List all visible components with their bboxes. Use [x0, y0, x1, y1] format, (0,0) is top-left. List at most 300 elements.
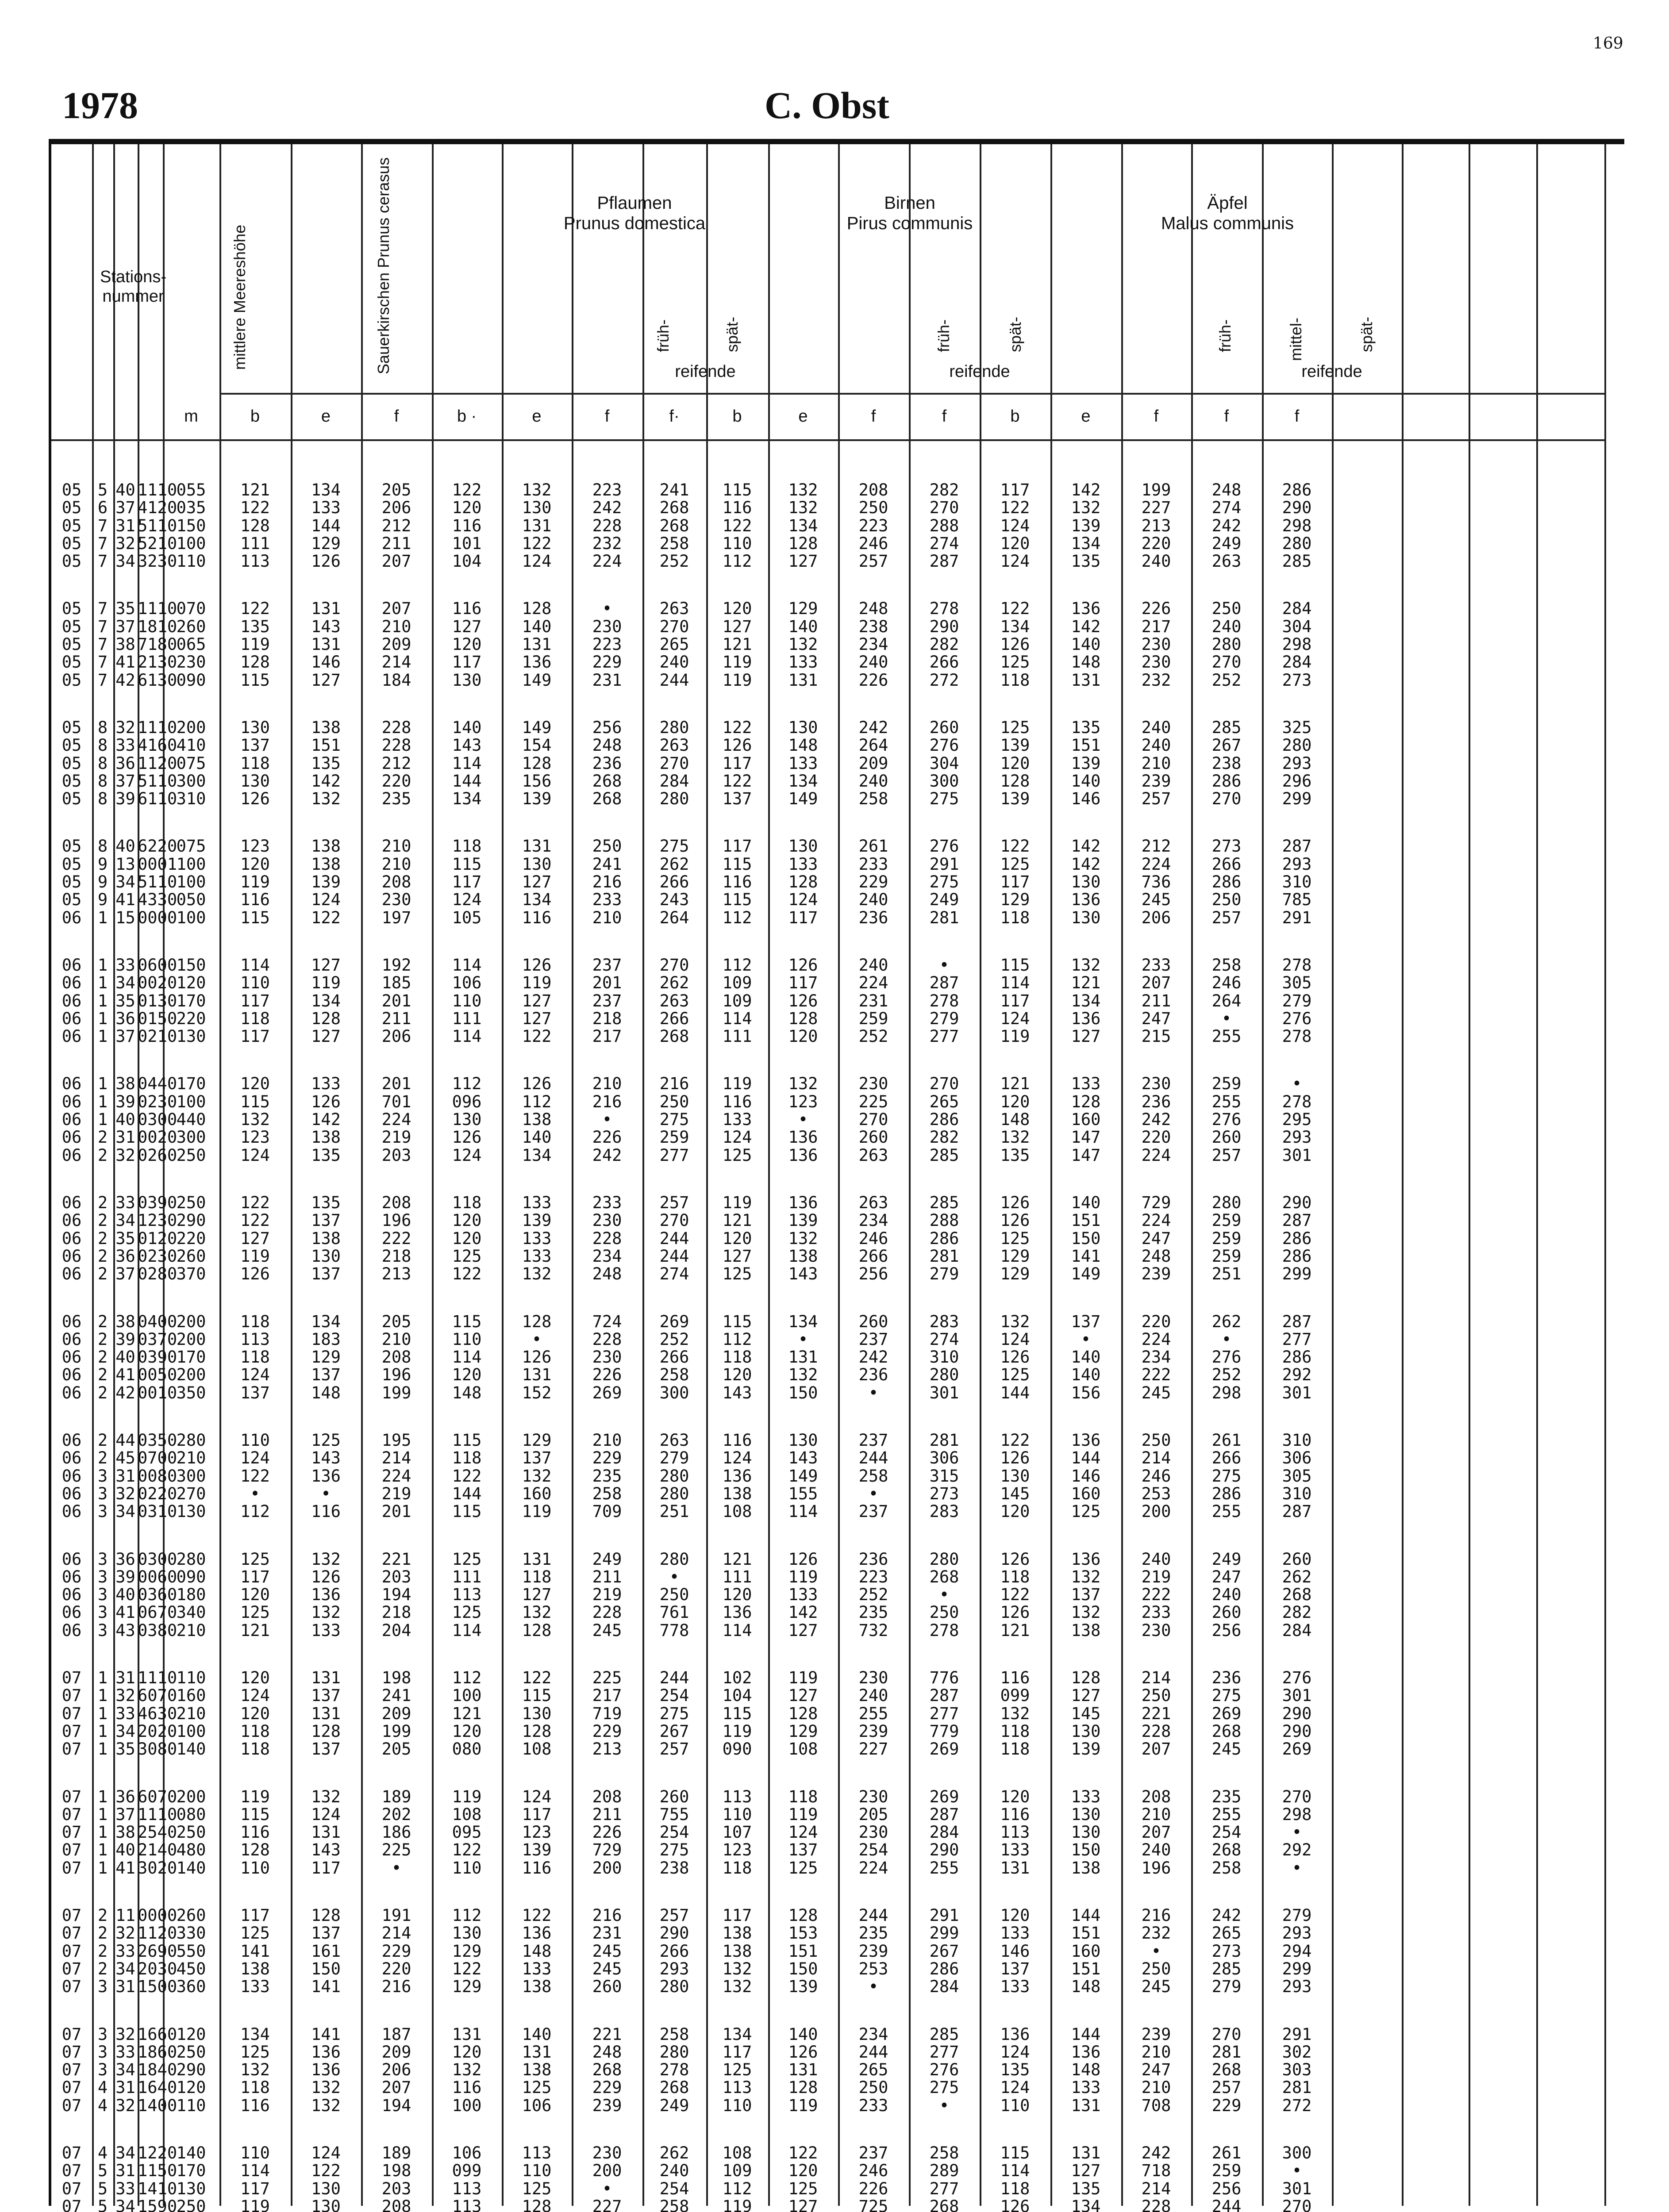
table-row: [51, 535, 1402, 553]
station-id-cell: 4: [97, 2096, 108, 2115]
unit-label: f: [1294, 407, 1300, 426]
value-cell: 142: [1071, 480, 1101, 499]
table-row: [51, 1366, 1402, 1384]
station-id-cell: 0380: [138, 1621, 177, 1640]
page-number: 169: [1593, 35, 1623, 53]
station-id-cell: 06: [62, 1110, 82, 1129]
value-cell: 126: [788, 956, 818, 975]
value-cell: 145: [1071, 1704, 1101, 1723]
station-id-cell: 07: [62, 2043, 82, 2062]
value-cell: 108: [722, 2143, 752, 2162]
value-cell: 250: [592, 837, 622, 856]
value-cell: 290: [659, 1924, 689, 1943]
station-id-cell: 2: [97, 1959, 108, 1978]
value-cell: 224: [381, 1467, 411, 1486]
value-cell: 228: [592, 1229, 622, 1248]
value-cell: 301: [929, 1383, 959, 1402]
station-id-cell: 34: [115, 2143, 135, 2162]
value-cell: 284: [1282, 599, 1312, 618]
value-cell: 132: [240, 1110, 270, 1129]
value-cell: 268: [1211, 2060, 1242, 2079]
value-cell: 778: [659, 1621, 689, 1640]
value-cell: 129: [311, 534, 341, 553]
station-id-cell: 34: [115, 2060, 135, 2079]
value-cell: 187: [381, 2025, 411, 2044]
value-cell: 075: [176, 754, 206, 773]
table-row: [51, 737, 1402, 754]
value-cell: 124: [311, 2143, 341, 2162]
value-cell: 146: [1000, 1942, 1030, 1961]
value-cell: 718: [1141, 2161, 1171, 2180]
value-cell: 280: [1282, 534, 1312, 553]
value-cell: 729: [592, 1840, 622, 1859]
value-cell: 150: [176, 956, 206, 975]
value-cell: 131: [311, 1704, 341, 1723]
value-cell: 132: [1000, 1128, 1030, 1147]
table-row: [51, 653, 1402, 671]
value-cell: 127: [522, 872, 552, 891]
value-cell: 258: [929, 2143, 959, 2162]
value-cell: 124: [311, 890, 341, 909]
value-cell: 199: [381, 1383, 411, 1402]
station-id-cell: 0440: [138, 1074, 177, 1093]
station-id-cell: 1: [97, 1686, 108, 1705]
station-id-cell: 05: [62, 617, 82, 636]
value-cell: 132: [311, 789, 341, 808]
value-cell: 216: [1141, 1906, 1171, 1925]
value-cell: 270: [176, 1484, 206, 1503]
station-id-cell: 07: [62, 2179, 82, 2198]
value-cell: 240: [858, 956, 888, 975]
value-cell: 130: [1071, 872, 1101, 891]
value-cell: 201: [381, 1074, 411, 1093]
value-cell: 111: [722, 1027, 752, 1046]
value-cell: 219: [592, 1585, 622, 1604]
value-cell: 132: [788, 1074, 818, 1093]
value-cell: 130: [788, 837, 818, 856]
value-cell: 241: [381, 1686, 411, 1705]
station-id-cell: 2: [97, 1229, 108, 1248]
station-id-cell: 39: [115, 1092, 135, 1111]
value-cell: 281: [1282, 2078, 1312, 2097]
table-row: [51, 672, 1402, 689]
station-id-cell: 0000: [138, 908, 177, 927]
value-cell: 268: [929, 2197, 959, 2212]
value-cell: 284: [1282, 653, 1312, 672]
station-id-cell: 2: [97, 1906, 108, 1925]
value-cell: 113: [522, 2143, 552, 2162]
value-cell: 208: [858, 480, 888, 499]
value-cell: 124: [240, 1146, 270, 1165]
station-id-cell: 07: [62, 1859, 82, 1878]
value-cell: 210: [592, 1074, 622, 1093]
value-cell: 285: [929, 1193, 959, 1212]
value-cell: 729: [1141, 1193, 1171, 1212]
value-cell: 132: [1071, 956, 1101, 975]
value-cell: 246: [858, 1229, 888, 1248]
rule: [838, 144, 840, 2206]
value-cell: 238: [1211, 754, 1242, 773]
table-row: [51, 1331, 1402, 1348]
station-id-cell: 1: [97, 1110, 108, 1129]
value-cell: 282: [929, 480, 959, 499]
value-cell: •: [602, 599, 612, 618]
value-cell: 116: [722, 872, 752, 891]
value-cell: 210: [1141, 1805, 1171, 1824]
table-row: [51, 1551, 1402, 1568]
value-cell: 127: [240, 1229, 270, 1248]
value-cell: 126: [522, 1348, 552, 1367]
station-id-cell: 05: [62, 552, 82, 571]
station-id-cell: 36: [115, 1247, 135, 1266]
value-cell: 136: [311, 2060, 341, 2079]
value-cell: 137: [788, 1840, 818, 1859]
value-cell: 080: [176, 1805, 206, 1824]
value-cell: 136: [522, 1924, 552, 1943]
value-cell: 249: [592, 1550, 622, 1569]
value-cell: 161: [311, 1942, 341, 1961]
value-cell: 228: [1141, 2197, 1171, 2212]
station-id-cell: 37: [115, 1805, 135, 1824]
station-id-cell: 35: [115, 1740, 135, 1759]
value-cell: 125: [311, 1431, 341, 1450]
value-cell: 137: [1071, 1312, 1101, 1331]
value-cell: 122: [311, 2161, 341, 2180]
station-id-cell: 40: [115, 1348, 135, 1367]
value-cell: 218: [381, 1247, 411, 1266]
value-cell: 200: [176, 1787, 206, 1806]
value-cell: 133: [722, 1110, 752, 1129]
station-id-cell: 2: [97, 1942, 108, 1961]
value-cell: 350: [176, 1383, 206, 1402]
station-id-cell: 06: [62, 956, 82, 975]
station-id-cell: 05: [62, 837, 82, 856]
station-id-cell: 3: [97, 1977, 108, 1996]
value-cell: 133: [522, 1247, 552, 1266]
value-cell: 252: [659, 552, 689, 571]
value-cell: 283: [929, 1312, 959, 1331]
value-cell: 148: [1071, 2060, 1101, 2079]
value-cell: 119: [722, 1722, 752, 1741]
value-cell: 138: [722, 1924, 752, 1943]
value-cell: 170: [176, 1348, 206, 1367]
station-id-cell: 7: [97, 599, 108, 618]
station-id-cell: 2: [97, 1193, 108, 1212]
station-id-cell: 2: [97, 1128, 108, 1147]
value-cell: 209: [381, 2043, 411, 2062]
value-cell: 125: [722, 1264, 752, 1283]
value-cell: 138: [788, 1247, 818, 1266]
value-cell: 099: [452, 2161, 482, 2180]
value-cell: 138: [522, 1110, 552, 1129]
value-cell: 143: [788, 1264, 818, 1283]
station-id-cell: 06: [62, 1146, 82, 1165]
value-cell: 133: [240, 1977, 270, 1996]
value-cell: 226: [592, 1128, 622, 1147]
table-row: [51, 1248, 1402, 1265]
station-id-cell: 06: [62, 1585, 82, 1604]
value-cell: 139: [1000, 789, 1030, 808]
value-cell: 119: [1000, 1027, 1030, 1046]
value-cell: 116: [452, 516, 482, 535]
value-cell: 119: [311, 973, 341, 992]
value-cell: 150: [1071, 1229, 1101, 1248]
value-cell: 107: [722, 1823, 752, 1842]
value-cell: 106: [452, 2143, 482, 2162]
value-cell: 120: [240, 1704, 270, 1723]
station-id-cell: 33: [115, 2043, 135, 2062]
value-cell: 128: [522, 1722, 552, 1741]
value-cell: 118: [240, 1009, 270, 1028]
value-cell: 266: [1211, 1448, 1242, 1467]
value-cell: 246: [858, 2161, 888, 2180]
value-cell: 292: [1282, 1365, 1312, 1384]
value-cell: 270: [659, 617, 689, 636]
value-cell: 127: [1071, 1686, 1101, 1705]
station-id-cell: 32: [115, 1924, 135, 1943]
value-cell: 134: [722, 2025, 752, 2044]
value-cell: 120: [452, 1229, 482, 1248]
value-cell: •: [798, 1330, 808, 1349]
value-cell: 208: [381, 1348, 411, 1367]
value-cell: •: [602, 2179, 612, 2198]
value-cell: 203: [381, 2179, 411, 2198]
value-cell: 122: [240, 1467, 270, 1486]
value-cell: 298: [1282, 635, 1312, 654]
value-cell: 122: [522, 1906, 552, 1925]
value-cell: 260: [592, 1977, 622, 1996]
value-cell: 251: [1211, 1264, 1242, 1283]
value-cell: 201: [592, 973, 622, 992]
rule: [291, 144, 292, 2206]
value-cell: 232: [1141, 671, 1171, 690]
value-cell: 136: [1071, 1009, 1101, 1028]
station-id-cell: 41: [115, 1859, 135, 1878]
value-cell: 113: [452, 2197, 482, 2212]
value-cell: 220: [176, 1009, 206, 1028]
value-cell: 214: [1141, 1668, 1171, 1687]
value-cell: 330: [176, 1924, 206, 1943]
value-cell: 135: [1071, 552, 1101, 571]
station-id-cell: 1860: [138, 2043, 177, 2062]
station-id-cell: 41: [115, 653, 135, 672]
value-cell: 134: [1071, 991, 1101, 1010]
value-cell: 276: [929, 837, 959, 856]
value-cell: 288: [929, 1211, 959, 1230]
table-row: [51, 553, 1402, 570]
value-cell: 230: [858, 1823, 888, 1842]
value-cell: 224: [1141, 1146, 1171, 1165]
value-cell: 128: [788, 1906, 818, 1925]
table-row: [51, 1705, 1402, 1723]
value-cell: 140: [1071, 1193, 1101, 1212]
value-cell: 259: [1211, 1211, 1242, 1230]
value-cell: 256: [592, 718, 622, 737]
value-cell: 244: [659, 671, 689, 690]
value-cell: 255: [858, 1704, 888, 1723]
value-cell: 286: [1282, 1348, 1312, 1367]
value-cell: 109: [722, 2161, 752, 2180]
value-cell: 150: [311, 1959, 341, 1978]
value-cell: 116: [240, 890, 270, 909]
value-cell: 115: [240, 908, 270, 927]
value-cell: 210: [381, 1330, 411, 1349]
table-row: [51, 772, 1402, 790]
value-cell: 229: [592, 1448, 622, 1467]
value-cell: 246: [1141, 1467, 1171, 1486]
station-id-cell: 3020: [138, 1859, 177, 1878]
value-cell: 245: [1141, 1383, 1171, 1402]
station-id-cell: 32: [115, 534, 135, 553]
unit-label: m: [184, 407, 198, 426]
value-cell: 148: [1071, 1977, 1101, 1996]
value-cell: 126: [522, 956, 552, 975]
value-cell: 130: [1071, 1722, 1101, 1741]
value-cell: 293: [1282, 1924, 1312, 1943]
table-row: [51, 481, 1402, 499]
unit-label: f: [1154, 407, 1159, 426]
value-cell: 120: [722, 1365, 752, 1384]
station-id-cell: 3230: [138, 552, 177, 571]
value-cell: 295: [1282, 1110, 1312, 1129]
station-id-cell: 0120: [138, 1229, 177, 1248]
value-cell: 130: [522, 855, 552, 874]
value-cell: 724: [592, 1312, 622, 1331]
value-cell: 222: [381, 1229, 411, 1248]
table-row: [51, 1960, 1402, 1978]
value-cell: 287: [929, 1686, 959, 1705]
value-cell: 132: [311, 2078, 341, 2097]
value-cell: 269: [1211, 1704, 1242, 1723]
value-cell: 310: [176, 789, 206, 808]
value-cell: 205: [381, 1312, 411, 1331]
value-cell: 170: [176, 991, 206, 1010]
value-cell: 131: [522, 1365, 552, 1384]
station-id-cell: 34: [115, 1211, 135, 1230]
value-cell: 110: [452, 991, 482, 1010]
station-id-cell: 4630: [138, 1704, 177, 1723]
value-cell: 257: [1211, 2078, 1242, 2097]
station-id-cell: 37: [115, 617, 135, 636]
value-cell: 122: [522, 1668, 552, 1687]
value-cell: 160: [1071, 1110, 1101, 1129]
value-cell: 725: [858, 2197, 888, 2212]
value-cell: 263: [1211, 552, 1242, 571]
value-cell: 226: [592, 1365, 622, 1384]
station-id-cell: 2: [97, 1431, 108, 1450]
value-cell: 779: [929, 1722, 959, 1741]
value-cell: 128: [240, 1840, 270, 1859]
value-cell: 248: [1211, 480, 1242, 499]
value-cell: 275: [929, 872, 959, 891]
value-cell: 221: [592, 2025, 622, 2044]
value-cell: 131: [311, 1668, 341, 1687]
value-cell: 100: [176, 872, 206, 891]
value-cell: 213: [381, 1264, 411, 1283]
rule: [92, 144, 94, 2206]
value-cell: 236: [1211, 1668, 1242, 1687]
value-cell: 130: [522, 498, 552, 517]
value-cell: 127: [788, 1686, 818, 1705]
value-cell: •: [1292, 1823, 1302, 1842]
value-cell: 287: [929, 552, 959, 571]
value-cell: 286: [929, 1229, 959, 1248]
station-id-cell: 2: [97, 1448, 108, 1467]
value-cell: 146: [1071, 789, 1101, 808]
value-cell: 245: [1211, 1740, 1242, 1759]
table-row: [51, 956, 1402, 974]
value-cell: 115: [452, 1502, 482, 1521]
value-cell: 138: [722, 1942, 752, 1961]
value-cell: 152: [522, 1383, 552, 1402]
value-cell: 132: [722, 1959, 752, 1978]
unit-label: e: [321, 407, 331, 426]
station-id-cell: 07: [62, 2197, 82, 2212]
station-id-cell: 3: [97, 1603, 108, 1622]
value-cell: 108: [722, 1502, 752, 1521]
station-id-cell: 05: [62, 872, 82, 891]
value-cell: 128: [788, 2078, 818, 2097]
value-cell: 242: [1211, 516, 1242, 535]
value-cell: 131: [522, 516, 552, 535]
value-cell: 231: [858, 991, 888, 1010]
station-id-cell: 31: [115, 1668, 135, 1687]
value-cell: 226: [1141, 599, 1171, 618]
value-cell: 290: [1282, 1193, 1312, 1212]
value-cell: 250: [659, 1585, 689, 1604]
value-cell: 130: [522, 1704, 552, 1723]
value-cell: 115: [240, 1805, 270, 1824]
value-cell: 252: [1211, 1365, 1242, 1384]
value-cell: 247: [1141, 1229, 1171, 1248]
value-cell: 230: [592, 1348, 622, 1367]
value-cell: 293: [1282, 1977, 1312, 1996]
station-id-cell: 1110: [138, 718, 177, 737]
value-cell: 261: [858, 837, 888, 856]
value-cell: 131: [311, 635, 341, 654]
value-cell: 148: [1071, 653, 1101, 672]
value-cell: 117: [240, 991, 270, 1010]
station-id-cell: 0280: [138, 1264, 177, 1283]
station-id-cell: 6070: [138, 1686, 177, 1705]
value-cell: 137: [311, 1211, 341, 1230]
value-cell: 130: [788, 1431, 818, 1450]
sour-cherry-header: Sauerkirschen Prunus cerasus: [374, 157, 392, 374]
value-cell: 263: [858, 1193, 888, 1212]
value-cell: 258: [1211, 956, 1242, 975]
value-cell: 248: [1141, 1247, 1171, 1266]
value-cell: 140: [522, 1128, 552, 1147]
value-cell: 137: [311, 1740, 341, 1759]
value-cell: 130: [1000, 1467, 1030, 1486]
value-cell: •: [1292, 2161, 1302, 2180]
value-cell: 131: [1071, 2096, 1101, 2115]
value-cell: 123: [522, 1823, 552, 1842]
value-cell: 258: [1211, 1859, 1242, 1878]
value-cell: 117: [722, 837, 752, 856]
station-id-cell: 4: [97, 2078, 108, 2097]
value-cell: 216: [592, 1906, 622, 1925]
value-cell: 263: [858, 1146, 888, 1165]
value-cell: 242: [858, 718, 888, 737]
value-cell: 112: [722, 552, 752, 571]
unit-label: e: [798, 407, 808, 426]
value-cell: 138: [311, 718, 341, 737]
station-id-cell: 5: [97, 480, 108, 499]
value-cell: 230: [592, 2143, 622, 2162]
station-id-cell: 0220: [138, 1484, 177, 1503]
value-cell: 118: [1000, 908, 1030, 927]
